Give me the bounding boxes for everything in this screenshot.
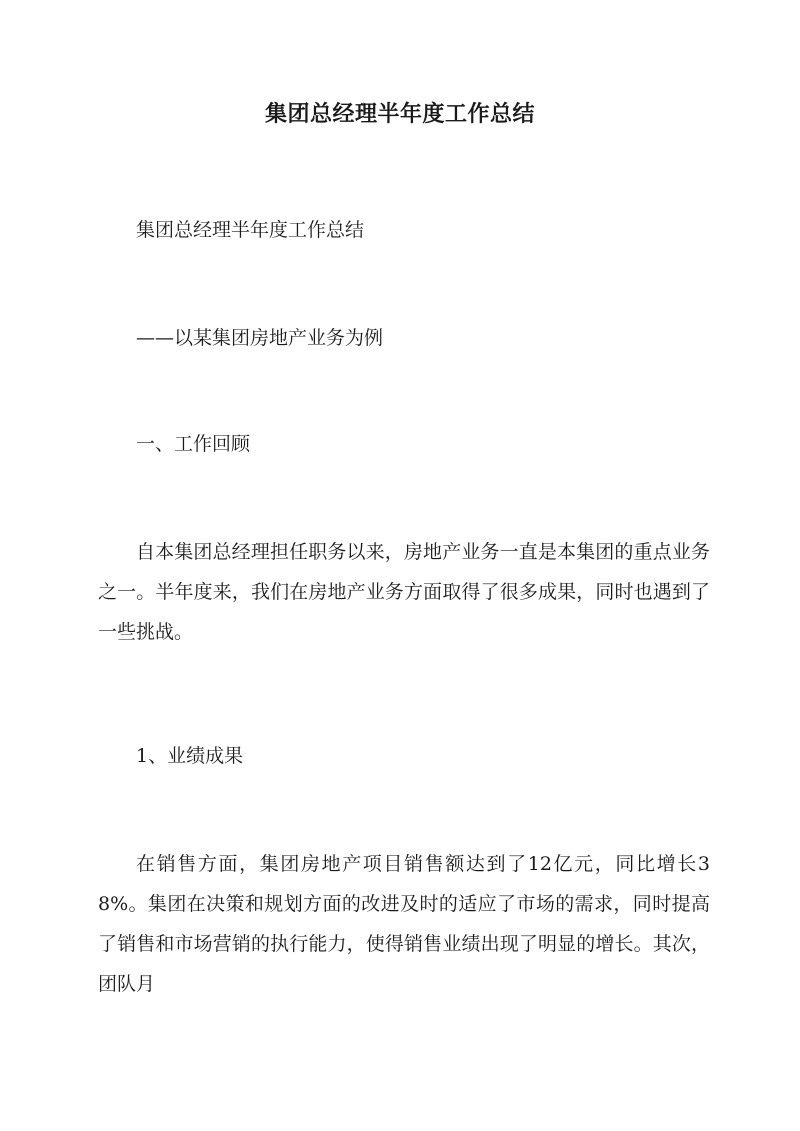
section-paragraph-work-review: 自本集团总经理担任职务以来，房地产业务一直是本集团的重点业务之一。半年度来，我们在房地产业务方面取得了很多成果，同时也遇到了一些挑战。 [98,541,710,643]
subsection-heading-performance: 1、业绩成果 [136,745,244,767]
section-heading-work-review: 一、工作回顾 [136,433,251,455]
document-tagline: ——以某集团房地产业务为例 [136,327,384,349]
subsection-paragraph-performance: 在销售方面，集团房地产项目销售额达到了12亿元，同比增长38%。集团在决策和规划方面的改进及时的适应了市场的需求，同时提高了销售和市场营销的执行能力，使得销售业绩出现了明显的增长。其次，团队月 [98,853,710,995]
document-subtitle: 集团总经理半年度工作总结 [136,219,365,241]
document-title: 集团总经理半年度工作总结 [264,101,535,127]
